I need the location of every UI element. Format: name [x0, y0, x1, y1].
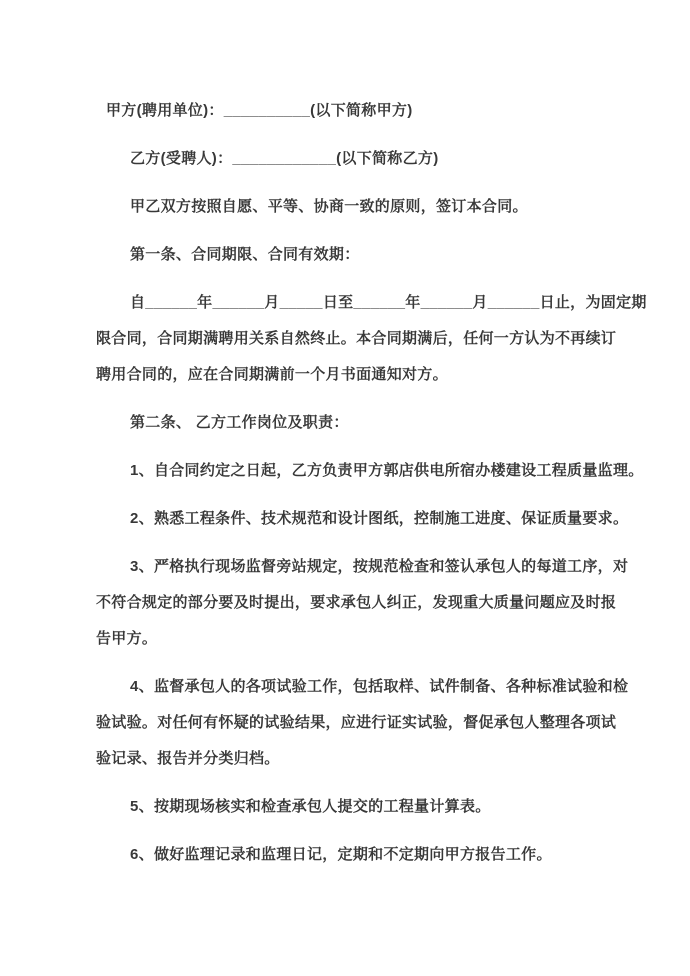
paragraph-7 [96, 453, 644, 489]
document-line: 验试验。对任何有怀疑的试验结果，应进行证实试验，督促承包人整理各项试 [96, 714, 617, 731]
document-line: 5、按期现场核实和检查承包人提交的工程量计算表。 [130, 798, 491, 815]
document-line: 1、自合同约定之日起，乙方负责甲方郭店供电所宿办楼建设工程质量监理。 [130, 462, 644, 479]
paragraph-5 [96, 285, 647, 393]
document-line: 6、做好监理记录和监理日记，定期和不定期向甲方报告工作。 [130, 846, 552, 863]
paragraph-3 [96, 189, 604, 225]
paragraph-6 [96, 405, 604, 441]
paragraph-2 [96, 141, 604, 177]
paragraph-4 [96, 237, 604, 273]
document-line: 验记录、报告并分类归档。 [96, 750, 280, 767]
document-line: 不符合规定的部分要及时提出，要求承包人纠正，发现重大质量问题应及时报 [96, 594, 617, 611]
contract-body [96, 93, 647, 873]
paragraph-11 [96, 789, 604, 825]
document-line: 3、严格执行现场监督旁站规定，按规范检查和签认承包人的每道工序，对 [130, 558, 629, 575]
paragraph-10 [96, 669, 629, 777]
document-line: 限合同，合同期满聘用关系自然终止。本合同期满后，任何一方认为不再续订 [96, 330, 617, 347]
document-line: 自______年______月_____日至______年______月______日止，为固定期 [130, 294, 647, 311]
paragraph-12 [96, 837, 604, 873]
document-line: 告甲方。 [96, 630, 158, 647]
paragraph-8 [96, 501, 629, 537]
document-line: 2、熟悉工程条件、技术规范和设计图纸，控制施工进度、保证质量要求。 [130, 510, 629, 527]
document-line: 第二条、 乙方工作岗位及职责： [130, 414, 349, 431]
document-line: 甲乙双方按照自愿、平等、协商一致的原则，签订本合同。 [130, 198, 528, 215]
document-line: 4、监督承包人的各项试验工作，包括取样、试件制备、各种标准试验和检 [130, 678, 629, 695]
paragraph-9 [96, 549, 629, 657]
document-line: 聘用合同的，应在合同期满前一个月书面通知对方。 [96, 366, 448, 383]
document-line: 乙方(受聘人)：____________(以下简称乙方) [130, 150, 439, 167]
document-line: 第一条、合同期限、合同有效期： [130, 246, 360, 263]
paragraph-1 [96, 93, 604, 129]
document-line: 甲方(聘用单位)：__________(以下简称甲方) [106, 102, 413, 119]
